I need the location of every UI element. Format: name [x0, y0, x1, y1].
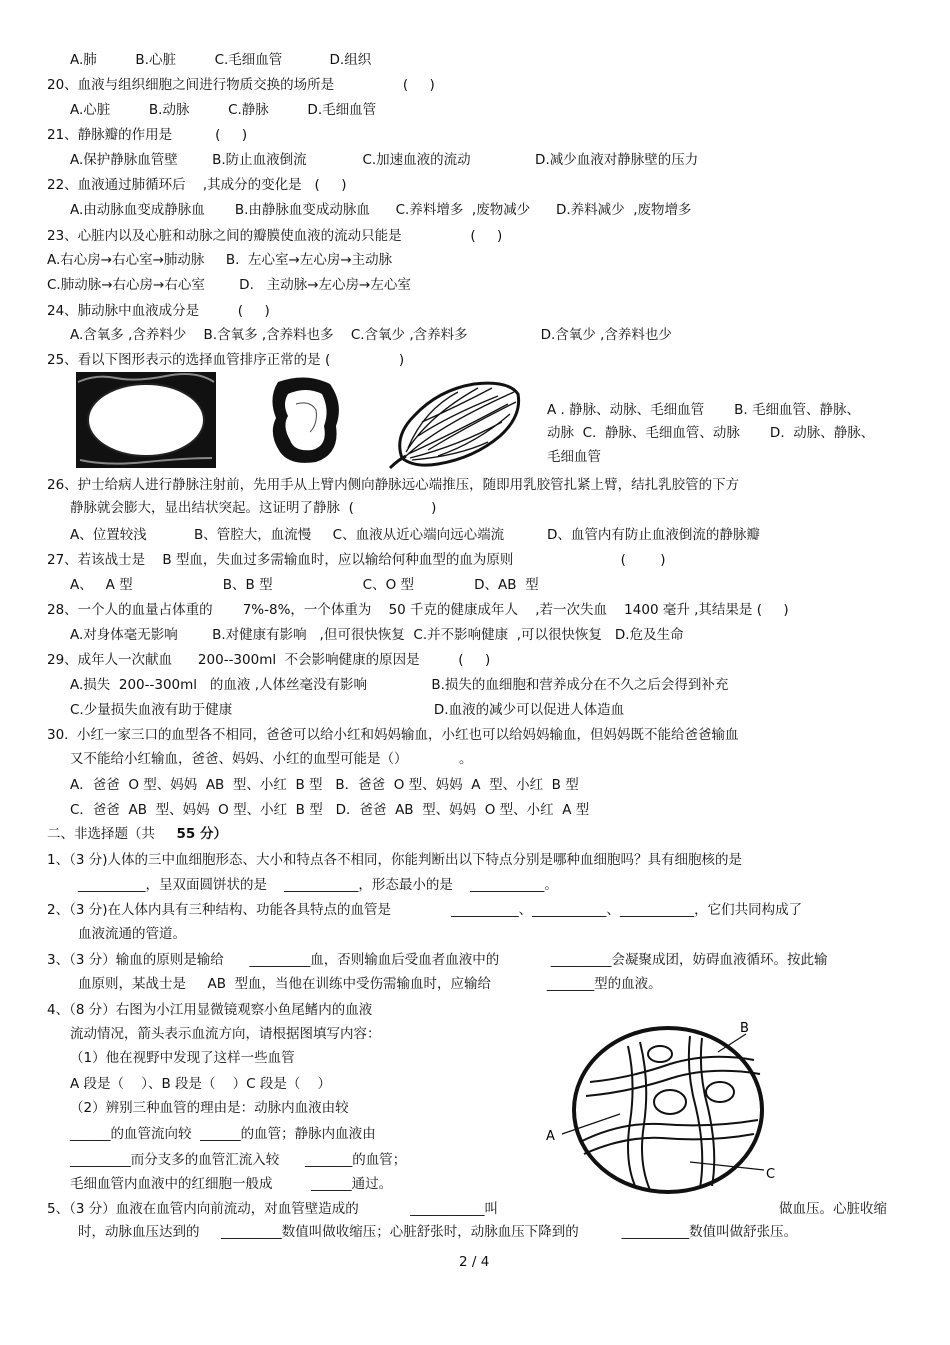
text-line [47, 251, 392, 269]
text-line [547, 424, 874, 442]
line-text: 20、血液与组织细胞之间进行物质交换的场所是 ( ) [47, 77, 435, 93]
text-line [47, 601, 789, 619]
line-text: 22、血液通过肺循环后 ,其成分的变化是 ( ) [47, 177, 347, 193]
fish-tail-vessel-diagram [540, 1012, 790, 1208]
text-line [70, 626, 684, 644]
line-bold-text: 55 分） [176, 826, 227, 842]
line-text: A 段是（ ）、B 段是（ ）C 段是（ ） [70, 1076, 332, 1092]
text-line [779, 1200, 887, 1218]
line-text: A.右心房→右心室→肺动脉 B. 左心室→左心房→主动脉 [47, 252, 393, 268]
label-a: A [546, 1129, 555, 1144]
line-text: C．爸爸 AB 型、妈妈 O 型、小红 B 型 D．爸爸 AB 型、妈妈 O 型、小红 A 型 [70, 802, 590, 818]
line-text: A.肺 B.心脏 C.毛细血管 D.组织 [70, 52, 372, 68]
text-line [47, 951, 827, 969]
line-text: 23、心脏内以及心脏和动脉之间的瓣膜使血液的流动只能是 ( ) [47, 228, 503, 244]
capillary-network-image [388, 376, 524, 470]
text-line [459, 1253, 489, 1271]
text-line [47, 76, 435, 94]
text-line [70, 676, 728, 694]
line-text: 流动情况，箭头表示血流方向，请根据图填写内容： [70, 1026, 381, 1042]
line-text: ______的血管流向较 ______的血管；静脉内血液由 [70, 1126, 376, 1142]
line-text: A.损失 200--300ml 的血液 ,人体丝毫没有影响 B.损失的血细胞和营养成分在不久之后会得到补充 [70, 677, 729, 693]
line-text: 2、（3 分)在人体内具有三种结构、功能各具特点的血管是 __________、___________、___________，它们共同构成了 [47, 902, 803, 918]
line-text: 血液流通的管道。 [78, 926, 186, 942]
text-line [47, 726, 739, 744]
line-text: A.由动脉血变成静脉血 B.由静脉血变成动脉血 C.养料增多 ,废物减少 D.养料减少 ,废物增多 [70, 202, 692, 218]
text-line [70, 750, 473, 768]
text-line [70, 1025, 381, 1043]
text-line [47, 1200, 498, 1218]
line-text: 25、看以下图形表示的选择血管排序正常的是 ( ) [47, 352, 405, 368]
text-line [70, 1075, 331, 1093]
line-text: C.少量损失血液有助于健康 D.血液的减少可以促进人体造血 [70, 702, 625, 718]
text-line [47, 302, 270, 320]
line-text: 30. 小红一家三口的血型各不相同，爸爸可以给小红和妈妈输血，小红也可以给妈妈输血，但妈妈既不能给爸爸输血 [47, 727, 739, 743]
text-line [70, 499, 436, 517]
text-line [47, 1001, 372, 1019]
line-text: A.保护静脉血管壁 B.防止血液倒流 C.加速血液的流动 D.减少血液对静脉壁的压力 [70, 152, 699, 168]
line-text: 1、（3 分)人体的三中血细胞形态、大小和特点各不相同，你能判断出以下特点分别是哪种血细胞吗？具有细胞核的是 [47, 852, 742, 868]
text-line [70, 701, 624, 719]
text-line [547, 448, 601, 466]
text-line [47, 351, 404, 369]
text-line [70, 526, 760, 544]
line-text: 3、（3 分）输血的原则是输给 _________血，否则输血后受血者血液中的 _________会凝聚成团，妨碍血液循环。按此输 [47, 952, 828, 968]
line-text: A、 A 型 B、B 型 C、O 型 D、AB 型 [70, 577, 539, 593]
label-c: C [766, 1167, 776, 1182]
text-line [70, 1099, 349, 1117]
line-text: 二、非选择题（共 [47, 826, 177, 842]
line-text: 28、一个人的血量占体重的 7%-8%，一个体重为 50 千克的健康成年人 ,若一次失血 1400 毫升 ,其结果是 ( ) [47, 602, 789, 618]
line-text: A．爸爸 O 型、妈妈 AB 型、小红 B 型 B．爸爸 O 型、妈妈 A 型、小红 B 型 [70, 777, 579, 793]
line-text: C.肺动脉→右心房→右心室 D. 主动脉→左心房→左心室 [47, 277, 411, 293]
text-line [70, 326, 672, 344]
line-text: 4、（8 分）右图为小江用显微镜观察小鱼尾鳍内的血液 [47, 1002, 373, 1018]
line-text: A、位置较浅 B、管腔大，血流慢 C、血液从近心端向远心端流 D、血管内有防止血液倒流的静脉瓣 [70, 527, 760, 543]
text-line [47, 651, 490, 669]
text-line [78, 1223, 797, 1241]
line-text: _________而分支多的血管汇流入较 _______的血管； [70, 1152, 407, 1168]
line-text: A . 静脉、动脉、毛细血管 B. 毛细血管、静脉、 [547, 402, 860, 418]
line-text: 24、肺动脉中血液成分是 ( ) [47, 303, 270, 319]
line-text: 动脉 C. 静脉、毛细血管、动脉 D. 动脉、静脉、 [547, 425, 875, 441]
text-line [47, 126, 247, 144]
text-line [547, 401, 860, 419]
text-line [78, 925, 186, 943]
text-line [47, 825, 227, 843]
text-line [78, 876, 558, 894]
line-text: 做血压。心脏收缩 [779, 1201, 887, 1217]
artery-cross-section-image [76, 372, 216, 468]
text-line [78, 975, 662, 993]
text-line [47, 901, 802, 919]
line-text: 27、若该战士是 B 型血，失血过多需输血时，应以输给何种血型的血为原则 ( ) [47, 552, 666, 568]
line-text: 26、护士给病人进行静脉注射前，先用手从上臂内侧向静脉远心端推压，随即用乳胶管扎紧上臂，结扎乳胶管的下方 [47, 477, 740, 493]
text-line [70, 801, 589, 819]
line-text: 又不能给小红输血，爸爸、妈妈、小红的血型可能是（） 。 [70, 751, 473, 767]
line-text: （1）他在视野中发现了这样一些血管 [70, 1050, 295, 1066]
text-line [70, 1175, 392, 1193]
vein-cross-section-image [266, 374, 346, 466]
line-text: （2）辨别三种血管的理由是：动脉内血液由较 [70, 1100, 349, 1116]
text-line [47, 551, 666, 569]
line-text: 时，动脉血压达到的 _________数值叫做收缩压；心脏舒张时，动脉血压下降到的 __________数值叫做舒张压。 [78, 1224, 798, 1240]
line-text: A.对身体毫无影响 B.对健康有影响 ,但可很快恢复 C.并不影响健康 ,可以很快恢复 D.危及生命 [70, 627, 684, 643]
line-text: 29、成年人一次献血 200--300ml 不会影响健康的原因是 ( ) [47, 652, 491, 668]
text-line [70, 51, 371, 69]
line-text: 静脉就会膨大，显出结状突起。这证明了静脉 ( ) [70, 500, 437, 516]
text-line [47, 476, 739, 494]
text-line [70, 151, 698, 169]
text-line [47, 276, 411, 294]
text-line [70, 576, 539, 594]
text-line [70, 1049, 295, 1067]
text-line [47, 176, 347, 194]
line-text: 血原则，某战士是 AB 型血，当他在训练中受伤需输血时，应输给 _______型的血液。 [78, 976, 662, 992]
text-line [70, 1125, 376, 1143]
line-text: 毛细血管内血液中的红细胞一般成 ______通过。 [70, 1176, 393, 1192]
line-text: A.心脏 B.动脉 C.静脉 D.毛细血管 [70, 102, 377, 118]
text-line [70, 776, 579, 794]
line-text: __________，呈双面圆饼状的是 ___________，形态最小的是 ___________。 [78, 877, 558, 893]
line-text: 5、（3 分）血液在血管内向前流动，对血管壁造成的 ___________叫 [47, 1201, 498, 1217]
text-line [70, 201, 692, 219]
text-line [47, 851, 742, 869]
line-text: 毛细血管 [547, 449, 601, 465]
line-text: 21、静脉瓣的作用是 ( ) [47, 127, 248, 143]
label-b: B [740, 1021, 749, 1036]
text-line [70, 1151, 406, 1169]
line-text: A.含氧多 ,含养料少 B.含氧多 ,含养料也多 C.含氧少 ,含养料多 D.含氧少 ,含养料也少 [70, 327, 672, 343]
text-line [70, 101, 376, 119]
line-text: 2 / 4 [459, 1254, 490, 1270]
text-line [47, 227, 502, 245]
